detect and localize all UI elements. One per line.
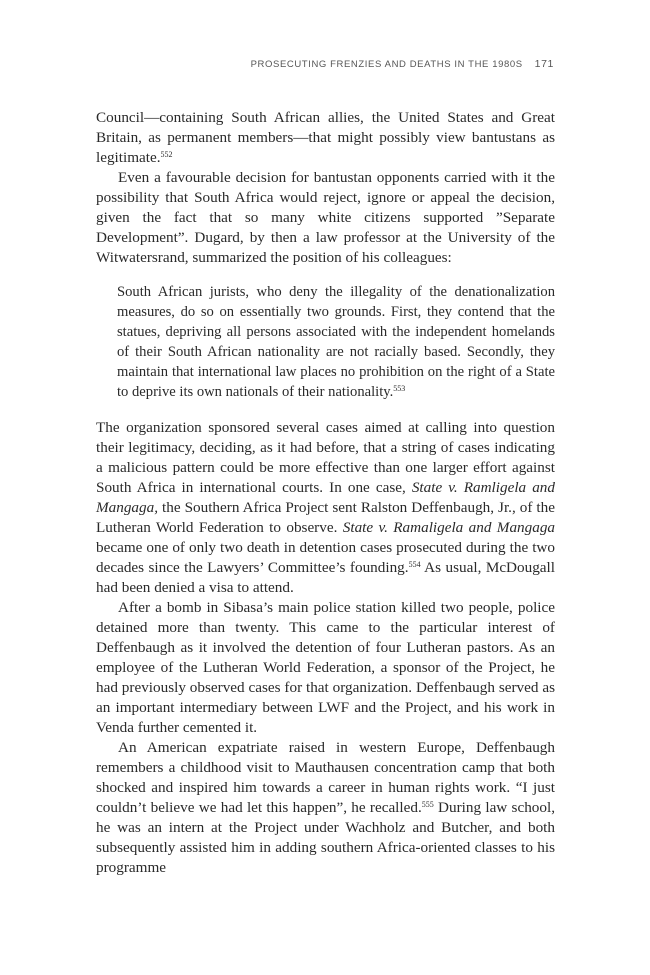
block-quote <box>117 282 555 402</box>
footnote-ref: 553 <box>393 384 406 393</box>
footnote-ref: 554 <box>408 560 421 569</box>
paragraph-text: became one of only two death in detention cases prosecuted during the two decades since the Lawyers’ Committee’s founding. <box>96 539 555 576</box>
paragraph-text: Even a favourable decision for bantustan opponents carried with it the possibility that South Africa would reject, ignore or appeal the decision, given the fact that so many white citizens supported ”Separate Development”. Dugard, by then a law professor at the University of the Witwatersrand, summarized the position of his colleagues: <box>96 169 555 266</box>
paragraph-text: During law school, he was an intern at the Project under Wachholz and Butcher, and both subsequently assisted him in adding southern Africa-oriented classes to his programme <box>96 799 556 876</box>
paragraph-text: As usual, McDougall had been denied a visa to attend. <box>96 559 555 596</box>
footnote-ref: 552 <box>160 150 173 159</box>
running-title: PROSECUTING FRENZIES AND DEATHS IN THE 1980S <box>250 59 523 70</box>
body-text <box>96 108 555 878</box>
running-head <box>251 58 554 70</box>
paragraph-4 <box>96 598 555 738</box>
case-title: State v. Ramligela and Mangaga, <box>96 479 555 516</box>
page-number: 171 <box>534 58 554 70</box>
paragraph-text: After a bomb in Sibasa’s main police station killed two people, police detained more than twenty. This came to the particular interest of Deffenbaugh as it involved the detention of four Lutheran pastors. As an employee of the Lutheran World Federation, a sponsor of the Project, he had previously observed cases for that organization. Deffenbaugh served as an important intermediary between LWF and the Project, and his work in Venda further cemented it. <box>96 599 555 736</box>
paragraph-3 <box>96 418 555 598</box>
paragraph-text: An American expatriate raised in western Europe, Deffenbaugh remembers a childhood visit to Mauthausen concentration camp that both shocked and inspired him towards a career in human rights work. “I just couldn’t believe we had let this happen”, he recalled. <box>96 739 555 816</box>
paragraph-5 <box>96 738 555 878</box>
quote-text: South African jurists, who deny the illegality of the denationalization measures, do so on essentially two grounds. First, they contend that the statues, depriving all persons associated with the independent homelands of their South African nationality are not racially based. Secondly, they maintain that international law places no prohibition on the right of a State to deprive its own nationals of their nationality. <box>117 284 555 400</box>
footnote-ref: 555 <box>421 800 434 809</box>
paragraph-text: Council—containing South African allies, the United States and Great Britain, as permanent members—that might possibly view bantustans as legitimate. <box>96 109 555 166</box>
case-title: State v. Ramaligela and Mangaga <box>342 519 556 536</box>
paragraph-1 <box>96 108 555 168</box>
paragraph-2 <box>96 168 555 268</box>
paragraph-text: the Southern Africa Project sent Ralston Deffenbaugh, Jr., of the Lutheran World Federation to observe. <box>96 499 555 536</box>
paragraph-text: The organization sponsored several cases aimed at calling into question their legitimacy, deciding, as it had before, that a string of cases indicating a malicious pattern could be more effective than one larger effort against South Africa in international courts. In one case, <box>96 419 555 496</box>
